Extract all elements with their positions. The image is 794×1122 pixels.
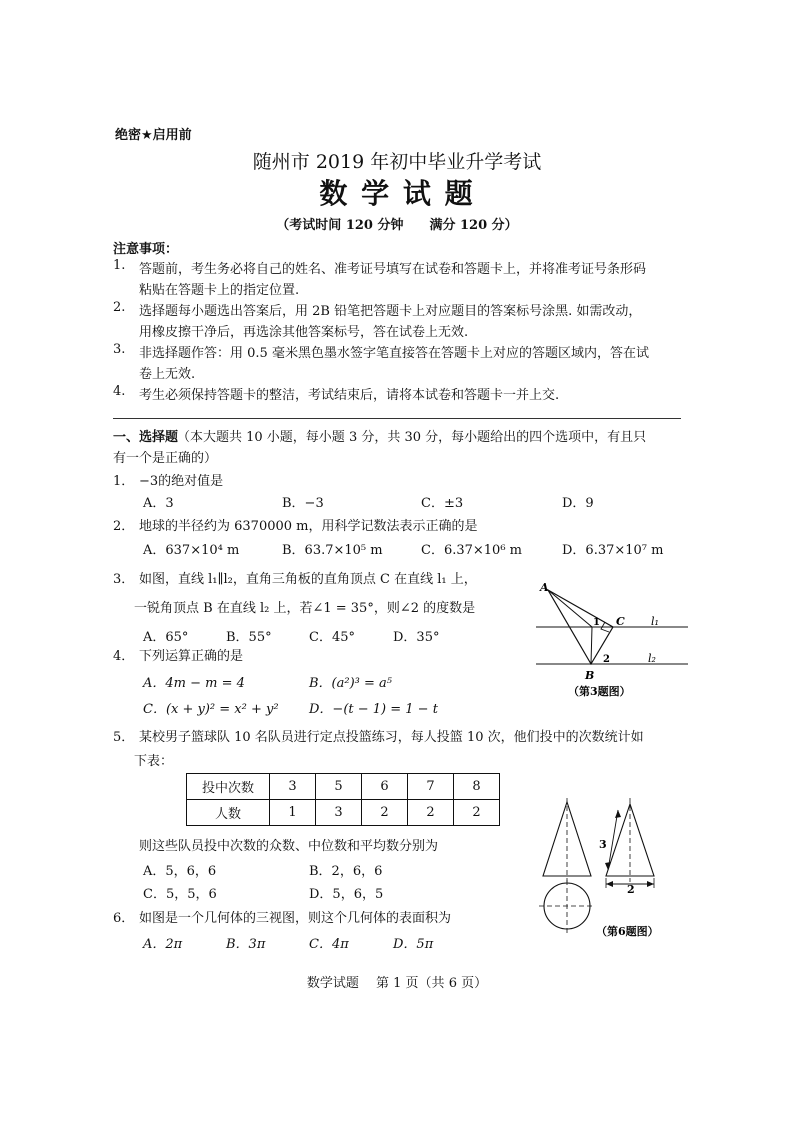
q5-after: 则这些队员投中次数的众数、中位数和平均数分别为 bbox=[139, 839, 439, 854]
q4-option-b: B．(a²)³ = a⁵ bbox=[309, 676, 392, 691]
table-cell: 3 bbox=[316, 800, 362, 826]
arrow-head-bottom bbox=[605, 862, 611, 870]
q1-option-c: C．±3 bbox=[421, 496, 464, 511]
table-cell: 2 bbox=[408, 800, 454, 826]
notice-text-3a: 非选择题作答：用 0.5 毫米黑色墨水签字笔直接答在答题卡上对应的答题区域内，答在试 bbox=[139, 346, 649, 361]
table-cell: 7 bbox=[408, 774, 454, 800]
q2-stem: 地球的半径约为 6370000 m，用科学记数法表示正确的是 bbox=[139, 519, 478, 534]
q5-option-b: B．2，6，6 bbox=[309, 864, 383, 879]
label-B: B bbox=[585, 669, 595, 682]
q4-option-c: C．(x + y)² = x² + y² bbox=[143, 702, 279, 717]
q3-option-d: D．35° bbox=[393, 630, 440, 645]
fig3-caption: （第3题图） bbox=[568, 685, 631, 698]
page-footer: 数学试题 第 1 页（共 6 页） bbox=[306, 976, 488, 991]
q5-line-1: 某校男子篮球队 10 名队员进行定点投篮练习，每人投篮 10 次，他们投中的次数统计如 bbox=[139, 730, 644, 745]
q3-option-c: C．45° bbox=[309, 630, 355, 645]
q5-option-d: D．5，6，5 bbox=[309, 887, 384, 902]
subject-title: 数 学 试 题 bbox=[319, 177, 475, 210]
table-cell: 6 bbox=[362, 774, 408, 800]
figure-3 bbox=[532, 576, 692, 700]
table-header-cell: 投中次数 bbox=[187, 774, 270, 800]
q5-num: 5． bbox=[113, 730, 135, 745]
notice-text-2a: 选择题每小题选出答案后，用 2B 铅笔把答题卡上对应题目的答案标号涂黑. 如需改动， bbox=[139, 304, 642, 319]
label-A: A bbox=[540, 581, 549, 594]
label-angle-2: 2 bbox=[603, 654, 610, 665]
q6-option-b: B．3π bbox=[226, 937, 266, 952]
q5-option-a: A．5，6，6 bbox=[143, 864, 217, 879]
notice-num-3: 3. bbox=[113, 342, 126, 357]
section-divider bbox=[113, 418, 681, 419]
label-base-2: 2 bbox=[627, 883, 635, 896]
exam-title: 随州市 2019 年初中毕业升学考试 bbox=[252, 151, 542, 173]
notice-text-2b: 用橡皮擦干净后，再选涂其他答案标号，答在试卷上无效. bbox=[139, 325, 469, 340]
shots-table bbox=[186, 773, 500, 826]
q1-option-d: D．9 bbox=[562, 496, 594, 511]
table-row bbox=[187, 800, 500, 826]
q6-option-c: C．4π bbox=[309, 937, 349, 952]
section1-desc-2: 有一个是正确的） bbox=[113, 451, 218, 466]
q1-stem: −3的绝对值是 bbox=[139, 474, 224, 489]
q3-option-a: A．65° bbox=[143, 630, 189, 645]
q3-line-2: 一锐角顶点 B 在直线 l₂ 上，若∠1 = 35°，则∠2 的度数是 bbox=[134, 601, 476, 616]
table-cell: 2 bbox=[362, 800, 408, 826]
section1-title: 一、选择题 bbox=[113, 430, 179, 445]
table-row bbox=[187, 774, 500, 800]
q4-option-d: D．−(t − 1) = 1 − t bbox=[309, 702, 438, 717]
table-cell: 3 bbox=[270, 774, 316, 800]
secret-mark: 绝密★启用前 bbox=[115, 128, 192, 143]
notice-text-4a: 考生必须保持答题卡的整洁，考试结束后，请将本试卷和答题卡一并上交. bbox=[139, 388, 560, 403]
q4-option-a: A．4m − m = 4 bbox=[143, 676, 245, 691]
q2-option-b: B．63.7×10⁵ m bbox=[282, 543, 383, 558]
label-angle-1: 1 bbox=[593, 617, 600, 628]
arrow-head-right bbox=[647, 881, 654, 887]
arrow-head-top bbox=[615, 810, 621, 818]
section1-desc-1: （本大题共 10 小题，每小题 3 分，共 30 分，每小题给出的四个选项中，有且只 bbox=[177, 430, 647, 445]
table-cell: 2 bbox=[454, 800, 500, 826]
q1-option-a: A．3 bbox=[143, 496, 174, 511]
q2-num: 2． bbox=[113, 519, 135, 534]
q6-num: 6． bbox=[113, 911, 135, 926]
table-header-cell: 人数 bbox=[187, 800, 270, 826]
notice-num-1: 1. bbox=[113, 258, 126, 273]
notice-num-4: 4. bbox=[113, 384, 126, 399]
q2-option-c: C．6.37×10⁶ m bbox=[421, 543, 522, 558]
q2-option-a: A．637×10⁴ m bbox=[143, 543, 240, 558]
q3-num: 3． bbox=[113, 572, 135, 587]
notice-heading: 注意事项： bbox=[113, 242, 179, 257]
label-l2: l₂ bbox=[648, 652, 656, 665]
label-slant-3: 3 bbox=[599, 838, 607, 851]
table-cell: 5 bbox=[316, 774, 362, 800]
q6-option-d: D．5π bbox=[393, 937, 434, 952]
q6-option-a: A．2π bbox=[143, 937, 183, 952]
arrow-head-left bbox=[606, 881, 613, 887]
q4-stem: 下列运算正确的是 bbox=[139, 649, 244, 664]
label-C: C bbox=[616, 615, 625, 628]
notice-text-1a: 答题前，考生务必将自己的姓名、准考证号填写在试卷和答题卡上，并将准考证号条形码 bbox=[139, 262, 647, 277]
fig6-caption: （第6题图） bbox=[596, 925, 659, 938]
q6-stem: 如图是一个几何体的三视图，则这个几何体的表面积为 bbox=[139, 911, 452, 926]
notice-text-3b: 卷上无效. bbox=[139, 367, 196, 382]
table-cell: 8 bbox=[454, 774, 500, 800]
notice-num-2: 2. bbox=[113, 300, 126, 315]
q4-num: 4． bbox=[113, 649, 135, 664]
notice-text-1b: 粘贴在答题卡上的指定位置. bbox=[139, 283, 300, 298]
label-l1: l₁ bbox=[651, 615, 659, 628]
q1-option-b: B．−3 bbox=[282, 496, 324, 511]
q2-option-d: D．6.37×10⁷ m bbox=[562, 543, 664, 558]
q3-line-1: 如图，直线 l₁∥l₂，直角三角板的直角顶点 C 在直线 l₁ 上， bbox=[139, 572, 477, 587]
q5-line-2: 下表： bbox=[134, 754, 174, 769]
q3-option-b: B．55° bbox=[226, 630, 272, 645]
q1-num: 1． bbox=[113, 474, 135, 489]
figure-6 bbox=[536, 796, 686, 940]
exam-info: （考试时间 120 分钟 满分 120 分） bbox=[276, 218, 518, 233]
slant-dimension-line bbox=[608, 810, 618, 870]
q5-option-c: C．5，5，6 bbox=[143, 887, 217, 902]
table-cell: 1 bbox=[270, 800, 316, 826]
